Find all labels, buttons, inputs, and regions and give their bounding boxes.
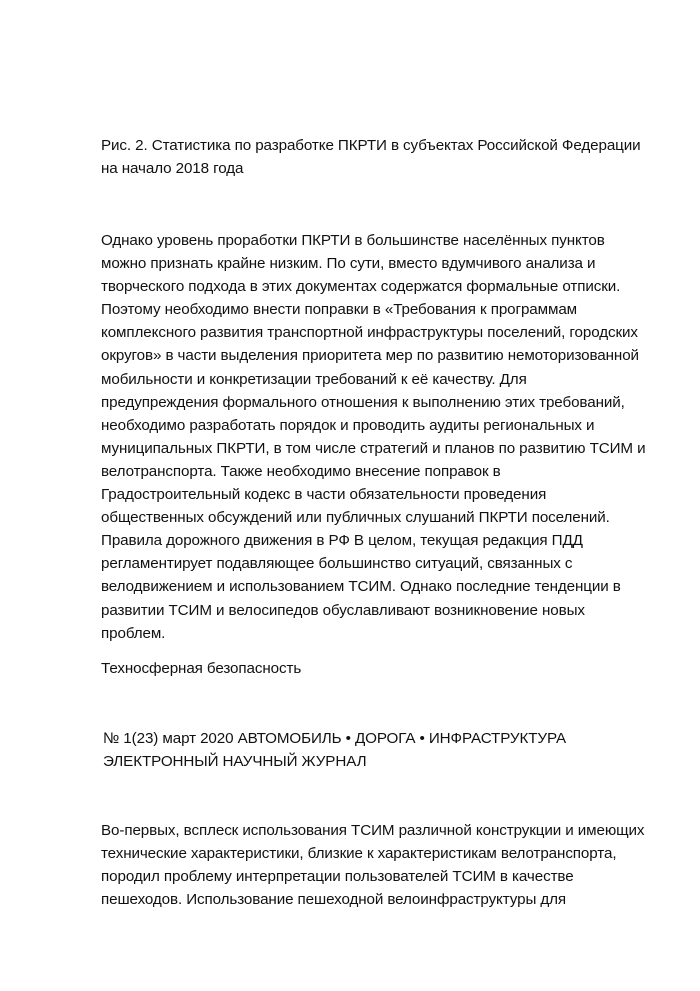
paragraph-line: проблем. xyxy=(101,624,166,642)
paragraph-line: технические характеристики, близкие к характеристикам велотранспорта, xyxy=(101,845,617,862)
paragraph-line: округов» в части выделения приоритета мер по развитию немоторизованной xyxy=(101,347,639,365)
figure-caption xyxy=(101,134,661,180)
paragraph-line: Правила дорожного движения в РФ В целом, текущая редакция ПДД xyxy=(101,532,583,550)
paragraph-line: Поэтому необходимо внести поправки в «Требования к программам xyxy=(101,301,578,319)
paragraph-line: велотранспорта. Также необходимо внесение поправок в xyxy=(101,462,501,480)
journal-header-line: № 1(23) март 2020 АВТОМОБИЛЬ • ДОРОГА • ИНФРАСТРУКТУРА xyxy=(103,730,566,747)
caption-line: на начало 2018 года xyxy=(101,160,244,177)
caption-line: Рис. 2. Статистика по разработке ПКРТИ в субъектах Российской Федерации xyxy=(101,137,641,154)
paragraph-line: велодвижением и использованием ТСИМ. Однако последние тенденции в xyxy=(101,578,621,596)
paragraph-line: общественных обсуждений или публичных слушаний ПКРТИ поселений. xyxy=(101,509,610,527)
section-label xyxy=(101,657,661,680)
paragraph-line: мобильности и конкретизации требований к её качеству. Для xyxy=(101,370,527,388)
paragraph-line: пешеходов. Использование пешеходной велоинфраструктуры для xyxy=(101,891,567,908)
journal-header xyxy=(103,727,663,773)
body-paragraph-1 xyxy=(101,229,661,645)
section-label-text: Техносферная безопасность xyxy=(101,660,302,677)
paragraph-line: Однако уровень проработки ПКРТИ в большинстве населённых пунктов xyxy=(101,232,605,249)
paragraph-line: комплексного развития транспортной инфраструктуры поселений, городских xyxy=(101,324,638,342)
journal-header-line: ЭЛЕКТРОННЫЙ НАУЧНЫЙ ЖУРНАЛ xyxy=(103,753,367,770)
paragraph-line: творческого подхода в этих документах содержатся формальные отписки. xyxy=(101,278,621,296)
paragraph-line: Во-первых, всплеск использования ТСИМ различной конструкции и имеющих xyxy=(101,822,645,839)
body-paragraph-2 xyxy=(101,819,661,911)
paragraph-line: предупреждения формального отношения к выполнению этих требований, xyxy=(101,393,625,411)
paragraph-line: можно признать крайне низким. По сути, вместо вдумчивого анализа и xyxy=(101,255,596,273)
paragraph-line: необходимо разработать порядок и проводить аудиты региональных и xyxy=(101,416,595,434)
paragraph-line: Градостроительный кодекс в части обязательности проведения xyxy=(101,486,547,504)
paragraph-line: регламентирует подавляющее большинство ситуаций, связанных с xyxy=(101,555,573,573)
paragraph-line: породил проблему интерпретации пользователей ТСИМ в качестве xyxy=(101,868,574,885)
paragraph-line: муниципальных ПКРТИ, в том числе стратегий и планов по развитию ТСИМ и xyxy=(101,439,646,457)
paragraph-line: развитии ТСИМ и велосипедов обуславливают возникновение новых xyxy=(101,601,585,619)
